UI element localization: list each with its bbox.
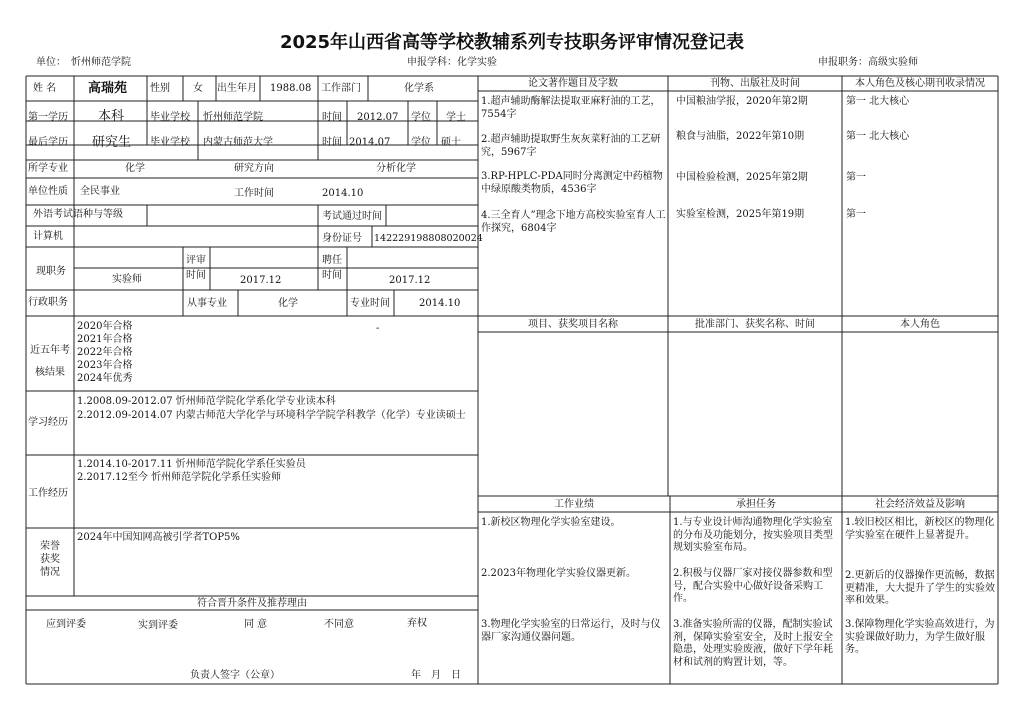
assessment-item: 2020年合格 bbox=[77, 321, 133, 332]
performance-effect: 1.较旧校区相比，新校区的物理化学实验室在硬件上显著提升。 bbox=[845, 517, 995, 541]
first-degree-value: 本科 bbox=[98, 109, 125, 124]
first-time-value: 2012.07 bbox=[357, 112, 399, 123]
hire-label: 聘任 bbox=[322, 255, 342, 266]
last-school-value: 内蒙古师范大学 bbox=[203, 137, 273, 148]
work-exp-item: 1.2014.10-2017.11 忻州师范学院化学系任实验员 bbox=[77, 459, 306, 470]
performance-work: 1.新校区物理化学实验室建设。 bbox=[481, 517, 621, 528]
last-degree-label: 最后学历 bbox=[28, 137, 68, 148]
position-label: 申报职务：高级实验师 bbox=[818, 57, 918, 68]
last-school-label: 毕业学校 bbox=[150, 137, 190, 148]
review-label: 评审 bbox=[186, 255, 206, 266]
performance-task: 1.与专业设计师沟通物理化学实验室的分布及功能划分，按实验项目类型规划实验室布局。 bbox=[673, 517, 833, 553]
performance-effect: 2.更新后的仪器操作更流畅，数据更精准，大大提升了学生的实验效率和效果。 bbox=[845, 570, 995, 606]
id-no-value: 142229198808020024 bbox=[374, 233, 483, 244]
gender-label: 性别 bbox=[150, 83, 170, 94]
paper-role: 第一 bbox=[846, 209, 866, 220]
gender-value: 女 bbox=[193, 83, 203, 94]
assessment-item: 2023年合格 bbox=[77, 360, 133, 371]
projects-header-name: 项目、获奖项目名称 bbox=[528, 319, 618, 330]
paper-title: 1.超声辅助酶解法提取亚麻籽油的工艺，7554字 bbox=[481, 96, 661, 120]
performance-task: 2.积极与仪器厂家对接仪器参数和型号，配合实验中心做好设备采购工作。 bbox=[673, 568, 833, 604]
review-time-label: 时间 bbox=[186, 270, 206, 281]
papers-header-title: 论文著作题目及字数 bbox=[528, 78, 618, 89]
vote-agree-label: 同 意 bbox=[244, 619, 268, 630]
paper-role: 第一 北大核心 bbox=[846, 131, 910, 142]
research-label: 研究方向 bbox=[234, 163, 274, 174]
recommend-label: 符合晋升条件及推荐理由 bbox=[197, 598, 307, 609]
study-label: 学习经历 bbox=[28, 417, 68, 428]
study-item: 2.2012.09-2014.07 内蒙古师范大学化学与环境科学学院学科教学（化学）专业读硕士 bbox=[77, 410, 466, 421]
engaged-major-value: 化学 bbox=[278, 298, 298, 309]
major-time-label: 专业时间 bbox=[350, 298, 390, 309]
vote-actual-label: 实到评委 bbox=[138, 620, 178, 631]
first-degree-label: 第一学历 bbox=[28, 112, 68, 123]
assessment-label: 近五年考核结果 bbox=[30, 345, 70, 378]
research-value: 分析化学 bbox=[376, 163, 416, 174]
subject-label: 申报学科：化学实验 bbox=[407, 57, 497, 68]
performance-header-work: 工作业绩 bbox=[554, 499, 594, 510]
performance-effect: 3.保障物理化学实验高效进行，为实验课做好助力，为学生做好服务。 bbox=[845, 619, 995, 655]
last-time-label: 时间 bbox=[322, 137, 342, 148]
performance-header-task: 承担任务 bbox=[736, 499, 776, 510]
paper-journal: 实验室检测，2025年第19期 bbox=[676, 209, 805, 220]
paper-role: 第一 bbox=[846, 172, 866, 183]
last-deg-label: 学位 bbox=[411, 137, 431, 148]
work-exp-label: 工作经历 bbox=[28, 488, 68, 499]
last-deg-value: 硕士 bbox=[441, 137, 461, 148]
last-time-value: 2014.07 bbox=[349, 137, 391, 148]
id-no-label: 身份证号 bbox=[322, 233, 362, 244]
page-title: 2025年山西省高等学校教辅系列专技职务评审情况登记表 bbox=[279, 32, 745, 53]
last-degree-value: 研究生 bbox=[92, 135, 132, 150]
admin-post-label: 行政职务 bbox=[28, 297, 68, 308]
first-school-label: 毕业学校 bbox=[150, 112, 190, 123]
paper-title: 3.RP-HPLC-PDA同时分离测定中药植物中绿原酸类物质，4536字 bbox=[481, 171, 663, 195]
major-value: 化学 bbox=[125, 163, 145, 174]
study-item: 1.2008.09-2012.07 忻州师范学院化学系化学专业读本科 bbox=[77, 396, 336, 407]
unit-nature-value: 全民事业 bbox=[80, 186, 120, 197]
dept-value: 化学系 bbox=[404, 83, 434, 94]
vote-disagree-label: 不同意 bbox=[324, 619, 354, 630]
projects-header-dept: 批准部门、获奖名称、时间 bbox=[695, 319, 815, 330]
first-deg-label: 学位 bbox=[411, 112, 431, 123]
first-deg-value: 学士 bbox=[446, 112, 466, 123]
major-time-value: 2014.10 bbox=[419, 298, 461, 309]
computer-label: 计算机 bbox=[33, 231, 63, 242]
honor-value: 2024年中国知网高被引学者TOP5% bbox=[77, 532, 240, 543]
signature-label: 负责人签字（公章） bbox=[190, 670, 280, 681]
review-time-value: 2017.12 bbox=[240, 275, 282, 286]
paper-title: 2.超声辅助提取野生灰灰菜籽油的工艺研究，5967字 bbox=[481, 134, 661, 158]
engaged-major-label: 从事专业 bbox=[187, 298, 227, 309]
vote-expected-label: 应到评委 bbox=[46, 619, 86, 630]
assessment-item: 2021年合格 bbox=[77, 334, 133, 345]
first-time-label: 时间 bbox=[322, 112, 342, 123]
performance-work: 3.物理化学实验室的日常运行，及时与仪器厂家沟通仪器问题。 bbox=[481, 619, 661, 643]
work-exp-item: 2.2017.12至今 忻州师范学院化学系任实验师 bbox=[77, 472, 282, 483]
first-school-value: 忻州师范学院 bbox=[203, 112, 263, 123]
paper-journal: 中国检验检测，2025年第2期 bbox=[676, 172, 808, 183]
unit-nature-label: 单位性质 bbox=[28, 186, 68, 197]
exam-time-label: 考试通过时间 bbox=[322, 211, 382, 222]
current-post-label: 现职务 bbox=[36, 266, 66, 277]
assessment-item: 2022年合格 bbox=[77, 347, 133, 358]
projects-header-role: 本人角色 bbox=[900, 319, 940, 330]
paper-role: 第一 北大核心 bbox=[846, 96, 910, 107]
major-label: 所学专业 bbox=[28, 163, 68, 174]
birth-value: 1988.08 bbox=[270, 83, 312, 94]
current-post-value: 实验师 bbox=[112, 274, 142, 285]
foreign-lang-label: 外语考试语种与等级 bbox=[33, 209, 123, 220]
paper-title: 4.三全育人”理念下地方高校实验室育人工作探究，6804字 bbox=[481, 210, 666, 234]
paper-journal: 粮食与油脂，2022年第10期 bbox=[676, 131, 805, 142]
name-value: 高瑞苑 bbox=[88, 81, 128, 96]
birth-label: 出生年月 bbox=[217, 83, 257, 94]
unit-label: 单位： 忻州师范学院 bbox=[36, 57, 131, 68]
papers-header-role: 本人角色及核心期刊收录情况 bbox=[855, 78, 985, 89]
dept-label: 工作部门 bbox=[321, 83, 361, 94]
vote-abstain-label: 弃权 bbox=[407, 618, 427, 629]
performance-work: 2.2023年物理化学实验仪器更新。 bbox=[481, 568, 636, 579]
work-time-label: 工作时间 bbox=[234, 188, 274, 199]
hire-time-label: 时间 bbox=[322, 270, 342, 281]
work-time-value: 2014.10 bbox=[322, 188, 364, 199]
paper-journal: 中国粮油学报，2020年第2期 bbox=[676, 96, 808, 107]
performance-task: 3.准备实验所需的仪器，配制实验试剂，保障实验室安全，及时上报安全隐患，处理实验废液，做好下学年耗材和试剂的购置计划，等。 bbox=[673, 619, 833, 668]
assessment-item: 2024年优秀 bbox=[77, 373, 133, 384]
honor-label: 荣誉获奖情况 bbox=[40, 541, 60, 578]
performance-header-effect: 社会经济效益及影响 bbox=[875, 499, 965, 510]
assessment-mark: - bbox=[376, 323, 380, 334]
papers-header-journal: 刊物、出版社及时间 bbox=[710, 78, 800, 89]
hire-time-value: 2017.12 bbox=[389, 275, 431, 286]
date-label: 年 月 日 bbox=[411, 670, 461, 681]
name-label: 姓 名 bbox=[33, 83, 57, 94]
